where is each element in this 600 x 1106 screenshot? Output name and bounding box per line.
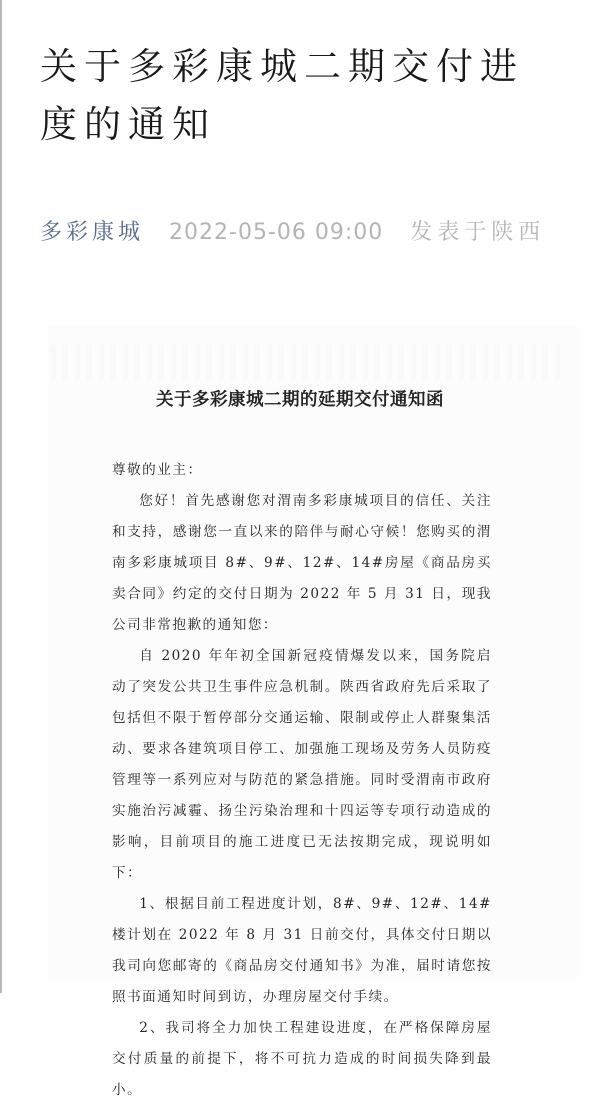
document-paragraph: 1、根据目前工程进度计划，8#、9#、12#、14#楼计划在 2022 年 8 月 31 日前交付，具体交付日期以我司向您邮寄的《商品房交付通知书》为准，届时请您按照书面通知时间到访，办理房屋交付手续。 [112,896,492,1005]
document-salutation: 尊敬的业主： [112,462,203,478]
document-body [112,455,492,1106]
document-paragraph: 自 2020 年年初全国新冠疫情爆发以来，国务院启动了突发公共卫生事件应急机制。陕西省政府先后采取了包括但不限于暂停部分交通运输、限制或停止人群聚集活动、要求各建筑项目停工、加强施工现场及劳务人员防疫管理等一系列应对与防范的紧急措施。同时受渭南市政府实施治污减霾、扬尘污染治理和十四运等专项行动造成的影响，目前项目的施工进度已无法按期完成，现说明如下： [112,648,492,881]
document-paragraph: 2、我司将全力加快工程建设进度，在严格保障房屋交付质量的前提下，将不可抗力造成的时间损失降到最小。 [112,1020,492,1098]
document-paragraph: 您好！首先感谢您对渭南多彩康城项目的信任、关注和支持，感谢您一直以来的陪伴与耐心守候！您购买的渭南多彩康城项目 8#、9#、12#、14#房屋《商品房买卖合同》约定的交付日期为 2022 年 5 月 31 日，现我公司非常抱歉的通知您： [112,493,492,633]
publish-time: 2022-05-06 09:00 [169,220,384,245]
article-header [40,38,560,245]
window-left-edge [0,0,2,993]
scan-artifact [50,345,560,380]
publish-location: 发表于陕西 [410,220,546,245]
article-title: 关于多彩康城二期交付进度的通知 [40,45,524,146]
article-meta [40,218,545,248]
author-link[interactable]: 多彩康城 [40,220,145,245]
document-title: 关于多彩康城二期的延期交付通知函 [156,390,444,410]
